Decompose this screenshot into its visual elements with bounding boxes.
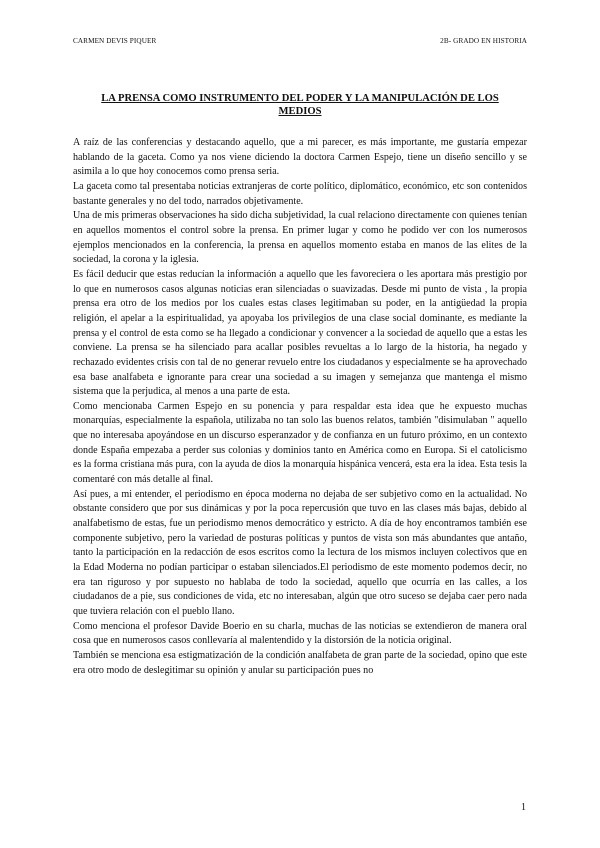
paragraph: A raíz de las conferencias y destacando aquello, que a mi parecer, es más importante, me gustaría empezar hablando de la gaceta. Como ya nos viene diciendo la doctora Carmen Espejo, tiene un diseño sencillo y se asimila a lo que hoy conocemos como prensa seria. — [73, 137, 527, 178]
paragraph: Es fácil deducir que estas reducían la información a aquello que les favoreciera o les aportara más prestigio por lo que en numerosos casos algunas noticias eran silenciadas o suavizadas. Desde mi punto de vista , la propia prensa era otro de los medios por los cuales estas clases legitimaban su poder, en la antigüedad la propia religión, el apelar a la espiritualidad, ya apoyaba los privilegios de una clase social dominante, es mediante la prensa y el control de esta como se ha llegado a condicionar y convencer a la sociedad de aquello que a estas les conviene. La prensa se ha silenciado para acallar posibles revueltas a lo largo de la historia, ha negado y rechazado evidentes crisis con tal de no generar revuelo entre los ciudadanos y especialmente se ha aprovechado esa base analfabeta e ignorante para crear una sociedad a su imagen y semejanza que mantenga el mismo sistema que la perjudica, al menos a una parte de esta. — [73, 268, 527, 398]
document-body — [73, 136, 527, 678]
header-author: CARMEN DEVIS PIQUER — [73, 37, 157, 45]
page-number: 1 — [521, 802, 526, 813]
page-header — [73, 37, 527, 45]
paragraph: Como menciona el profesor Davide Boerio en su charla, muchas de las noticias se extendieron de manera oral cosa que en numerosos casos conllevaría al malentendido y la distorsión de la noticia original. — [73, 620, 527, 647]
paragraph: También se menciona esa estigmatización de la condición analfabeta de gran parte de la sociedad, opino que este era otro modo de deslegitimar su opinión y anular su participación pues no — [73, 649, 527, 676]
paragraph: La gaceta como tal presentaba noticias extranjeras de corte político, diplomático, económico, etc son contenidos bastante generales y no del todo, narrados objetivamente. — [73, 180, 527, 207]
document-title: LA PRENSA COMO INSTRUMENTO DEL PODER Y LA MANIPULACIÓN DE LOS MEDIOS — [101, 93, 499, 117]
header-course: 2B- GRADO EN HISTORIA — [440, 37, 527, 45]
paragraph: Una de mis primeras observaciones ha sido dicha subjetividad, la cual relaciono directamente con quienes tenían en aquellos momentos el control sobre la prensa. En primer lugar y como he podido ver con los numerosos ejemplos mencionados en la conferencia, la prensa en aquellos momento estaba en manos de las elites de la sociedad, la corona y la iglesia. — [73, 210, 527, 266]
paragraph: Como mencionaba Carmen Espejo en su ponencia y para respaldar esta idea que he expuesto muchas monarquías, especialmente la española, utilizaba no tan solo las buenos relatos, también "disimulaban " aquello que no interesaba apoyándose en un discurso esperanzador y de confianza en un futuro próximo, en un contexto donde España empezaba a perder sus colonias y dominios tanto en América como en Europa. Si el catolicismo es la forma cristiana más pura, con la ayuda de dios la monarquía hispánica vencerá, esta era la idea. Esta tesis la comentaré con más detalle al final. — [73, 400, 527, 486]
paragraph: Así pues, a mi entender, el periodismo en época moderna no dejaba de ser subjetivo como en la actualidad. No obstante considero que por sus dinámicas y por la poca repercusión que tuvo en las clases más bajas, debido al analfabetismo de estas, fue un periodismo menos democrático y estricto. A día de hoy encontramos también ese componente subjetivo, pero la variedad de posturas políticas y puntos de vista son más abundantes que antaño, tanto la participación en la redacción de esos escritos como la lectura de los mismos incluyen colectivos que en la Edad Moderna no podían participar o estaban silenciados.El periodismo de este momento podemos decir, no era tan riguroso y por supuesto no hablaba de todo la sociedad, aquello que ocurría en las calles, a los ciudadanos de a pie, sus condiciones de vida, etc no interesaban, algún que otro suceso se dejaba caer pero nada que tuviera relación con el pueblo llano. — [73, 488, 527, 617]
